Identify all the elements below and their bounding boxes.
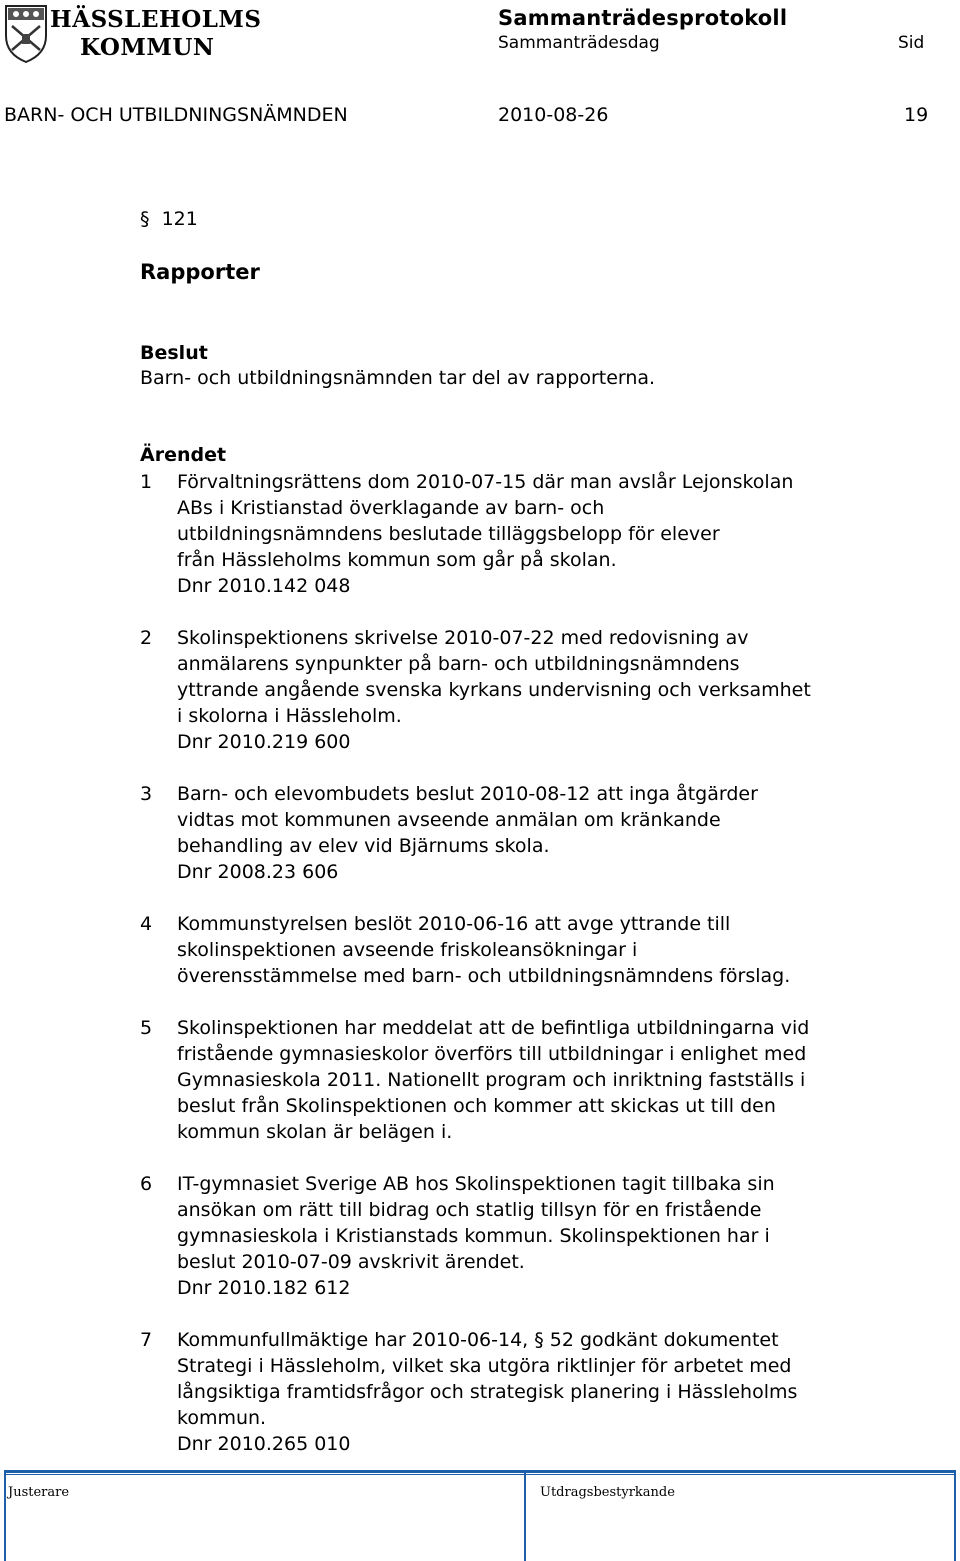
list-item-number: 3 bbox=[140, 783, 153, 805]
paragraph-number bbox=[140, 208, 198, 230]
list-item-line: kommun. bbox=[177, 1407, 267, 1429]
list-item-line: Strategi i Hässleholm, vilket ska utgöra riktlinjer för arbetet med bbox=[177, 1355, 792, 1377]
list-item-line: IT-gymnasiet Sverige AB hos Skolinspektionen tagit tillbaka sin bbox=[177, 1173, 775, 1195]
list-item-line: Skolinspektionens skrivelse 2010-07-22 med redovisning av bbox=[177, 627, 749, 649]
footer-rule bbox=[4, 1470, 956, 1473]
list-item-line: Barn- och elevombudets beslut 2010-08-12 att inga åtgärder bbox=[177, 783, 758, 805]
list-item-line: beslut från Skolinspektionen och kommer att skickas ut till den bbox=[177, 1095, 776, 1117]
list-item-line: från Hässleholms kommun som går på skolan. bbox=[177, 549, 617, 571]
decision-heading: Beslut bbox=[140, 342, 208, 364]
footer-rule-thin bbox=[4, 1474, 956, 1475]
list-item-line: Förvaltningsrättens dom 2010-07-15 där man avslår Lejonskolan bbox=[177, 471, 794, 493]
list-item-line: Kommunfullmäktige har 2010-06-14, § 52 godkänt dokumentet bbox=[177, 1329, 779, 1351]
list-item-number: 4 bbox=[140, 913, 153, 935]
list-item-line: Dnr 2010.142 048 bbox=[177, 575, 351, 597]
logo-text-line2: KOMMUN bbox=[80, 34, 215, 61]
document-type: Sammanträdesprotokoll bbox=[498, 6, 788, 30]
list-item-line: behandling av elev vid Bjärnums skola. bbox=[177, 835, 550, 857]
utdragsbestyrkande-label: Utdragsbestyrkande bbox=[540, 1485, 675, 1500]
meeting-day-label: Sammanträdesdag bbox=[498, 33, 660, 53]
list-item-line: utbildningsnämndens beslutade tilläggsbelopp för elever bbox=[177, 523, 720, 545]
list-item-line: Dnr 2010.182 612 bbox=[177, 1277, 351, 1299]
logo-text-line1: HÄSSLEHOLMS bbox=[50, 6, 262, 33]
decision-text: Barn- och utbildningsnämnden tar del av rapporterna. bbox=[140, 367, 656, 389]
list-item-line: ansökan om rätt till bidrag och statlig tillsyn för en fristående bbox=[177, 1199, 762, 1221]
list-item-line: yttrande angående svenska kyrkans undervisning och verksamhet bbox=[177, 679, 811, 701]
list-item-number: 5 bbox=[140, 1017, 153, 1039]
list-item-line: vidtas mot kommunen avseende anmälan om kränkande bbox=[177, 809, 721, 831]
paragraph-number-value: 121 bbox=[161, 208, 198, 230]
list-item-line: Kommunstyrelsen beslöt 2010-06-16 att avge yttrande till bbox=[177, 913, 731, 935]
list-item-line: Dnr 2008.23 606 bbox=[177, 861, 339, 883]
section-title: Rapporter bbox=[140, 260, 260, 284]
list-item-line: skolinspektionen avseende friskoleansökningar i bbox=[177, 939, 638, 961]
municipality-logo bbox=[2, 2, 262, 64]
list-item-line: beslut 2010-07-09 avskrivit ärendet. bbox=[177, 1251, 525, 1273]
list-item-line: gymnasieskola i Kristianstads kommun. Skolinspektionen har i bbox=[177, 1225, 770, 1247]
list-item-number: 1 bbox=[140, 471, 153, 493]
list-item-line: Dnr 2010.219 600 bbox=[177, 731, 351, 753]
list-item-number: 2 bbox=[140, 627, 153, 649]
footer-divider bbox=[4, 1473, 6, 1561]
list-item-line: i skolorna i Hässleholm. bbox=[177, 705, 402, 727]
list-item-line: Skolinspektionen har meddelat att de befintliga utbildningarna vid bbox=[177, 1017, 810, 1039]
list-item-line: kommun skolan är belägen i. bbox=[177, 1121, 453, 1143]
footer-divider bbox=[524, 1473, 526, 1561]
list-item-line: anmälarens synpunkter på barn- och utbildningsnämndens bbox=[177, 653, 740, 675]
section-symbol: § bbox=[140, 208, 150, 230]
footer-divider bbox=[954, 1473, 956, 1561]
justerare-label: Justerare bbox=[8, 1485, 70, 1500]
list-item-line: ABs i Kristianstad överklagande av barn- och bbox=[177, 497, 605, 519]
matter-heading: Ärendet bbox=[140, 444, 227, 466]
list-item-line: överensstämmelse med barn- och utbildningsnämndens förslag. bbox=[177, 965, 791, 987]
list-item-line: Dnr 2010.265 010 bbox=[177, 1433, 351, 1455]
list-item-line: Gymnasieskola 2011. Nationellt program och inriktning fastställs i bbox=[177, 1069, 806, 1091]
meeting-date: 2010-08-26 bbox=[498, 104, 609, 126]
list-item-line: fristående gymnasieskolor överförs till utbildningar i enlighet med bbox=[177, 1043, 807, 1065]
page-number: 19 bbox=[904, 104, 929, 126]
page-label: Sid bbox=[898, 33, 925, 53]
list-item-number: 6 bbox=[140, 1173, 153, 1195]
committee-name: BARN- OCH UTBILDNINGSNÄMNDEN bbox=[4, 104, 348, 126]
list-item-line: långsiktiga framtidsfrågor och strategisk planering i Hässleholms bbox=[177, 1381, 798, 1403]
list-item-number: 7 bbox=[140, 1329, 153, 1351]
